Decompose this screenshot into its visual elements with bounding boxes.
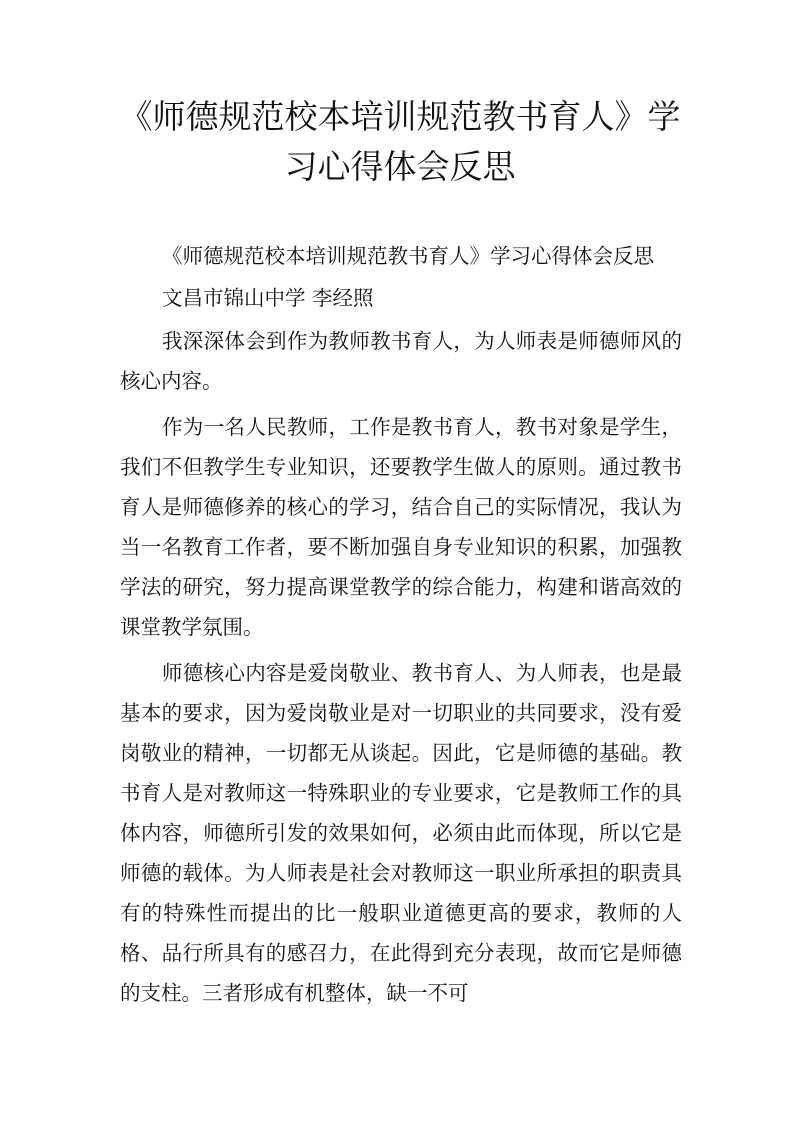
document-title (100, 92, 700, 192)
document-body (120, 236, 682, 1019)
paragraph-3: 师德核心内容是爱岗敬业、教书育人、为人师表，也是最基本的要求，因为爱岗敬业是对一切职业的共同要求，没有爱岗敬业的精神，一切都无从谈起。因此，它是师德的基础。教书育人是对教师这一特殊职业的专业要求，它是教师工作的具体内容，师德所引发的效果如何，必须由此而体现，所以它是师德的载体。为人师表是社会对教师这一职业所承担的职责具有的特殊性而提出的比一般职业道德更高的要求，教师的人格、品行所具有的感召力，在此得到充分表现，故而它是师德的支柱。三者形成有机整体，缺一不可 (120, 661, 682, 1005)
paragraph-1: 我深深体会到作为教师教书育人，为人师表是师德师风的核心内容。 (120, 329, 682, 393)
title-line-1: 《师德规范校本培训规范教书育人》学 (119, 97, 681, 136)
paragraph-2: 作为一名人民教师，工作是教书育人，教书对象是学生，我们不但教学生专业知识，还要教学生做人的原则。通过教书育人是师德修养的核心的学习，结合自己的实际情况，我认为当一名教育工作者，要不断加强自身专业知识的积累，加强教学法的研究，努力提高课堂教学的综合能力，构建和谐高效的课堂教学氛围。 (120, 415, 682, 639)
title-line-2: 习心得体会反思 (284, 147, 516, 186)
document-subtitle: 《师德规范校本培训规范教书育人》学习心得体会反思 (162, 244, 654, 268)
author-line: 文昌市锦山中学 李经照 (162, 286, 374, 310)
